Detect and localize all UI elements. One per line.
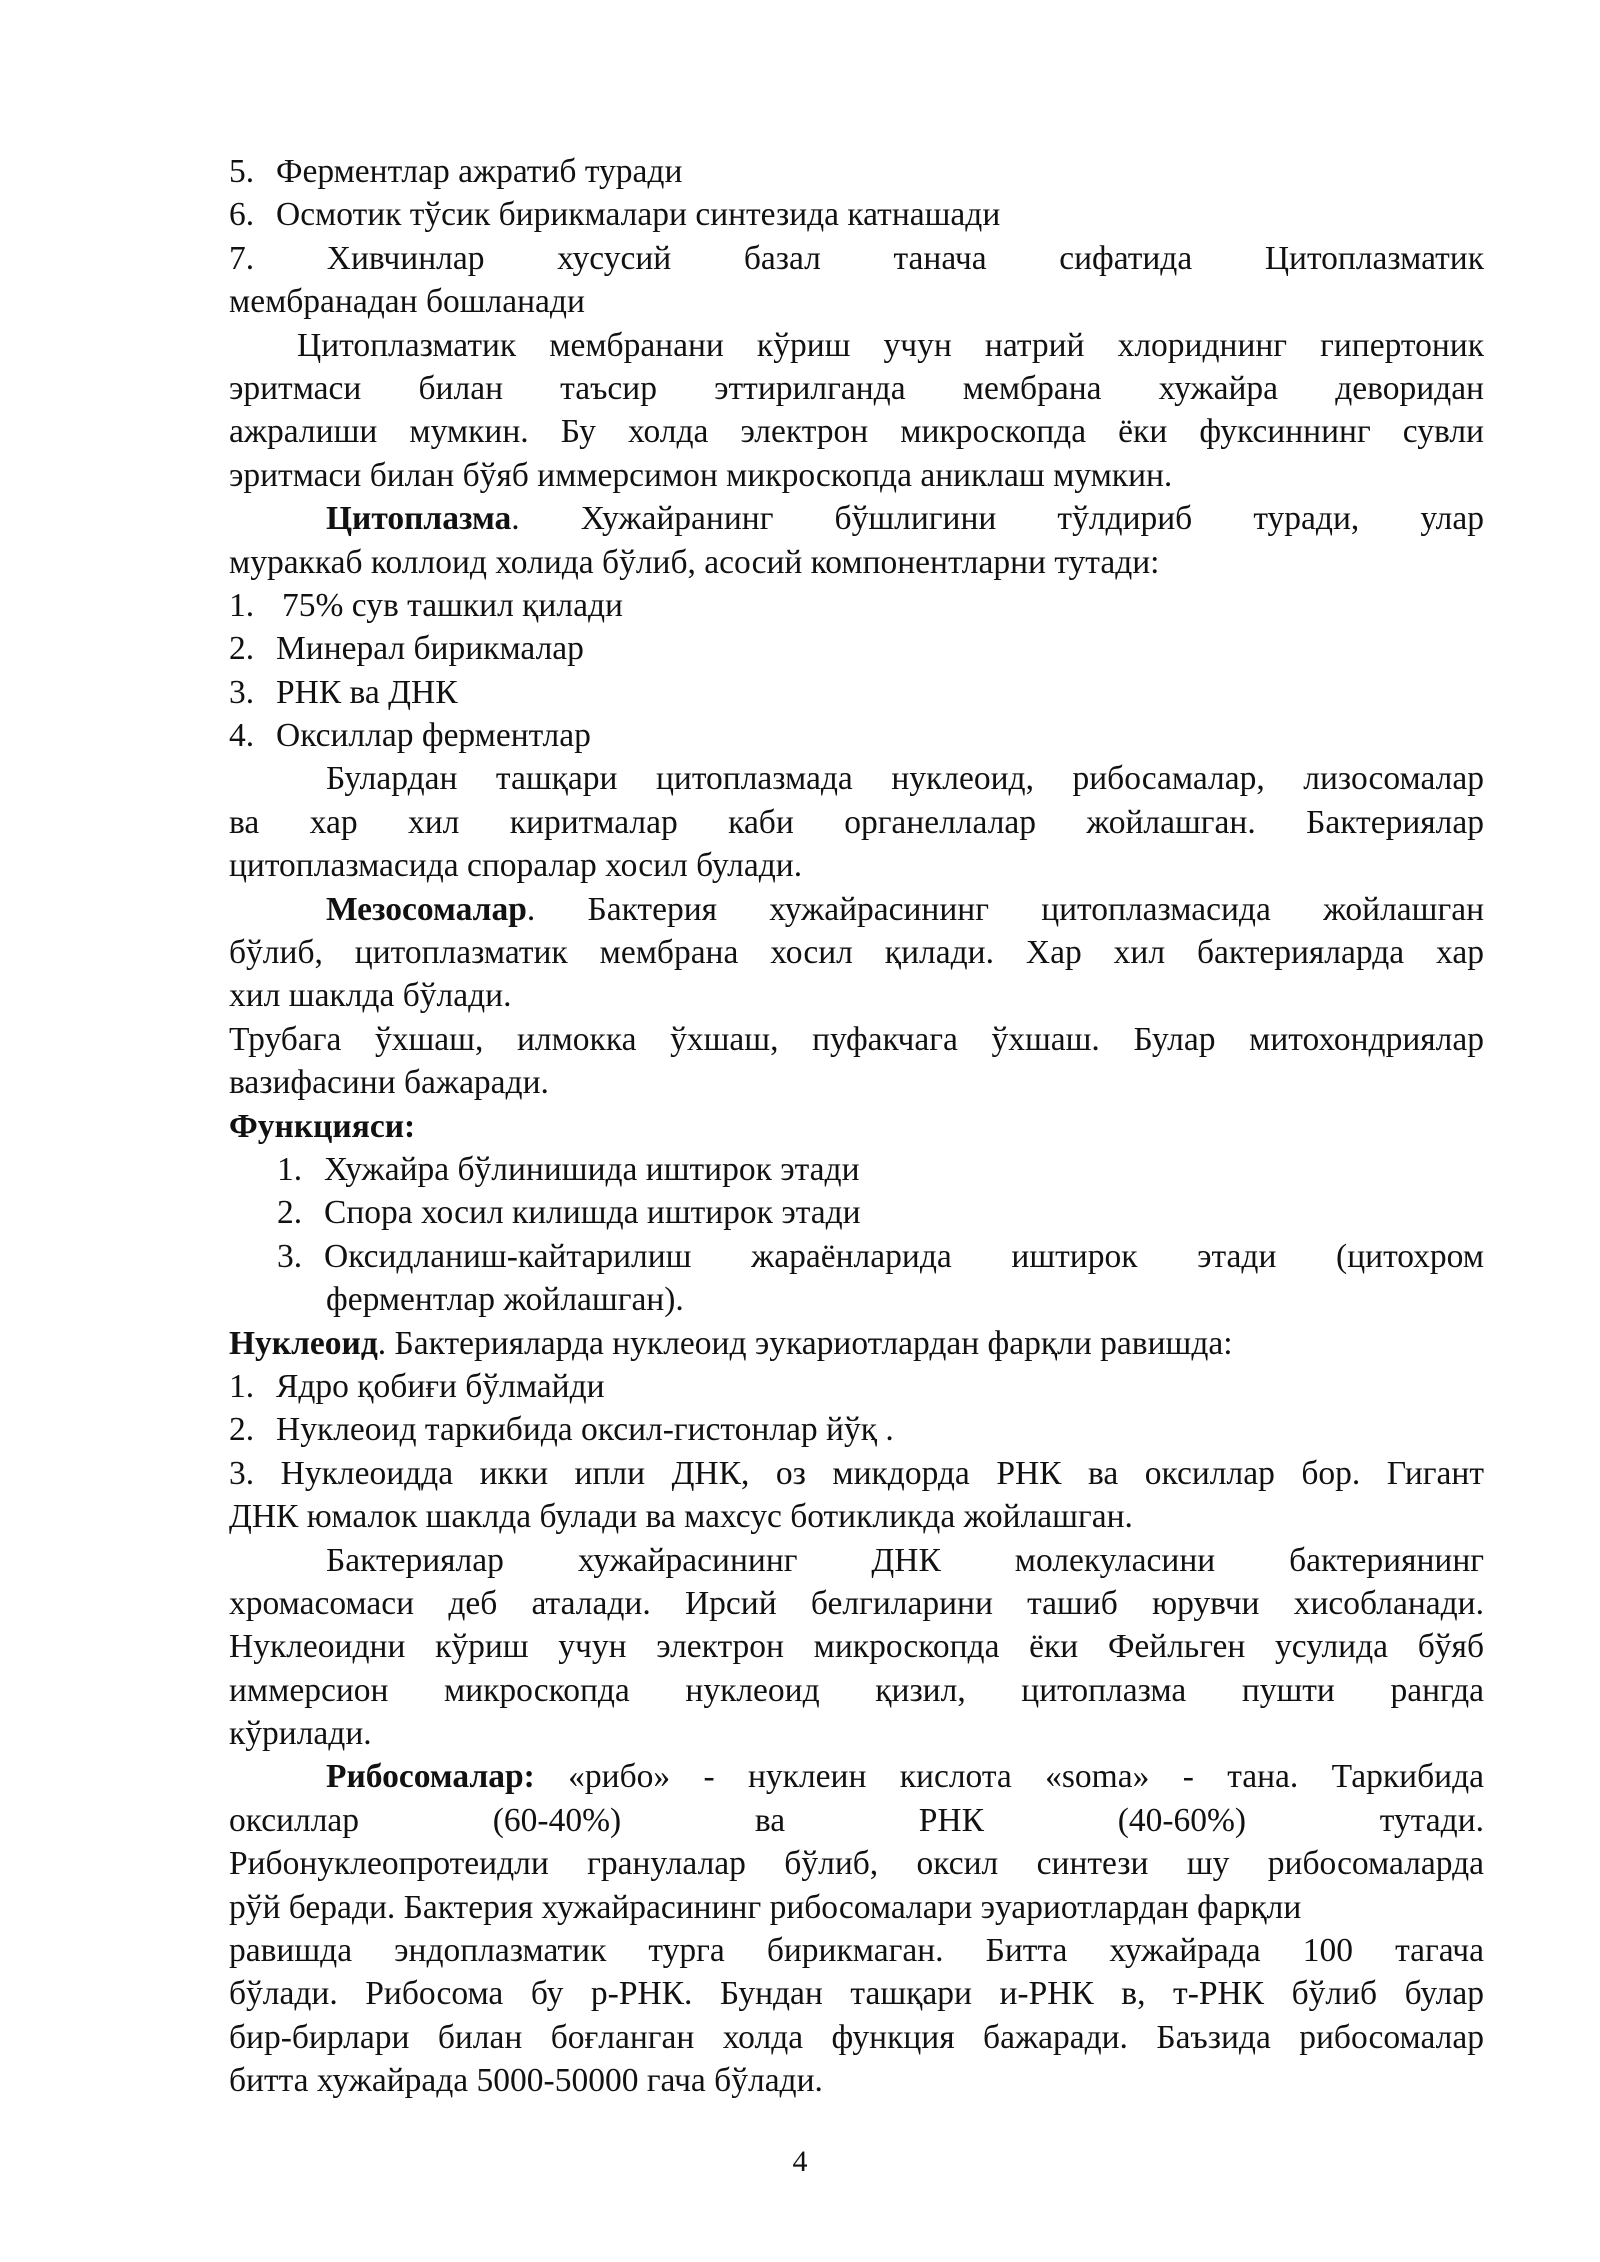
paragraph-line: бўлиб, цитоплазматик мембрана хосил қилади. Хар хил бактерияларда хар — [229, 934, 1484, 972]
section-nucleoid: Нуклеоид. Бактерияларда нуклеоид эукариотлардан фарқли равишда: — [229, 1324, 1233, 1362]
paragraph-line: цитоплазмасида споралар хосил булади. — [229, 847, 803, 885]
section-heading: Цитоплазма — [326, 500, 512, 538]
paragraph-line: ва хар хил киритмалар каби органеллалар жойлашган. Бактериялар — [229, 803, 1484, 841]
section-heading: Нуклеоид — [229, 1324, 378, 1362]
paragraph-line: ажралиши мумкин. Бу холда электрон микроскопда ёки фуксиннинг сувли — [229, 413, 1484, 451]
list-item: 3. Нуклеоидда икки ипли ДНК, оз микдорда РНК ва оксиллар бор. Гигант — [229, 1454, 1484, 1492]
paragraph-line: битта хужайрада 5000-50000 гача бўлади. — [229, 2062, 823, 2100]
list-item-continuation: ферментлар жойлашган). — [326, 1281, 684, 1319]
list-item-continuation: ДНК юмалок шаклда булади ва махсус ботикликда жойлашган. — [229, 1498, 1133, 1536]
paragraph-line: хромасомаси деб аталади. Ирсий белгиларини ташиб юрувчи хисобланади. — [229, 1584, 1484, 1622]
paragraph-line: иммерсион микроскопда нуклеоид қизил, цитоплазма пушти рангда — [229, 1671, 1484, 1709]
page-body — [229, 150, 1484, 2103]
section-heading: Рибосомалар: — [326, 1758, 535, 1796]
paragraph-line: бир-бирлари билан боғланган холда функция бажаради. Баъзида рибосомалар — [229, 2018, 1484, 2056]
section-heading: Мезосомалар — [326, 890, 527, 928]
list-item: 6. Осмотик тўсик бирикмалари синтезида катнашади — [229, 196, 1001, 234]
list-item: 1. Хужайра бўлинишида иштирок этади — [277, 1150, 860, 1188]
list-item-continuation: мембранадан бошланади — [229, 283, 585, 321]
section-cytoplasm: Цитоплазма. Хужайранинг бўшлигини тўлдириб туради, улар — [326, 500, 1484, 538]
paragraph-line: рўй беради. Бактерия хужайрасининг рибосомалари эуариотлардан фарқли — [229, 1888, 1302, 1926]
paragraph-line: Цитоплазматик мембранани кўриш учун натрий хлориднинг гипертоник — [297, 326, 1484, 364]
list-item: 2. Спора хосил килишда иштирок этади — [277, 1194, 861, 1232]
paragraph-line: Рибонуклеопротеидли гранулалар бўлиб, оксил синтези шу рибосомаларда — [229, 1845, 1484, 1883]
paragraph-line: Бактериялар хужайрасининг ДНК молекуласини бактериянинг — [326, 1541, 1484, 1579]
list-item: 5. Ферментлар ажратиб туради — [229, 153, 683, 190]
section-mesosomes: Мезосомалар. Бактерия хужайрасининг цитоплазмасида жойлашган — [326, 890, 1484, 928]
paragraph-line: кўрилади. — [229, 1715, 372, 1753]
list-item: 2. Нуклеоид таркибида оксил-гистонлар йўқ . — [229, 1411, 894, 1449]
paragraph-line: равишда эндоплазматик турга бирикмаган. Битта хужайрада 100 тагача — [229, 1932, 1484, 1970]
list-item: 7. Хивчинлар хусусий базал танача сифатида Цитоплазматик — [229, 239, 1484, 277]
list-item: 4. Оксиллар ферментлар — [229, 717, 591, 755]
list-item: 3. РНК ва ДНК — [229, 673, 458, 711]
paragraph-line: эритмаси билан таъсир эттирилганда мембрана хужайра деворидан — [229, 369, 1484, 407]
list-item: 2. Минерал бирикмалар — [229, 630, 584, 668]
paragraph-line: вазифасини бажаради. — [229, 1064, 549, 1102]
list-item: 1. Ядро қобиғи бўлмайди — [229, 1367, 605, 1405]
paragraph-line: оксиллар (60-40%) ва РНК (40-60%) тутади. — [229, 1801, 1484, 1839]
section-ribosomes: Рибосомалар: «рибо» - нуклеин кислота «soma» - тана. Таркибида — [326, 1758, 1484, 1796]
paragraph-line: мураккаб коллоид холида бўлиб, асосий компонентларни тутади: — [229, 543, 1160, 581]
list-item: 1. 75% сув ташкил қилади — [229, 586, 623, 624]
page-number: 4 — [792, 2145, 808, 2178]
paragraph-line: эритмаси билан бўяб иммерсимон микроскопда аниклаш мумкин. — [229, 456, 1173, 494]
paragraph-line: Булардан ташқари цитоплазмада нуклеоид, рибосамалар, лизосомалар — [326, 760, 1484, 798]
paragraph-line: бўлади. Рибосома бу р-РНК. Бундан ташқари и-РНК в, т-РНК бўлиб булар — [229, 1975, 1484, 2013]
paragraph-line: Нуклеоидни кўриш учун электрон микроскопда ёки Фейльген усулида бўяб — [229, 1628, 1484, 1666]
paragraph-line: Трубага ўхшаш, илмокка ўхшаш, пуфакчага ўхшаш. Булар митохондриялар — [229, 1020, 1484, 1058]
paragraph-line: хил шаклда бўлади. — [229, 977, 512, 1015]
list-item: 3. Оксидланиш-кайтарилиш жараёнларида иштирок этади (цитохром — [277, 1237, 1484, 1275]
section-heading: Функцияси: — [229, 1107, 416, 1145]
